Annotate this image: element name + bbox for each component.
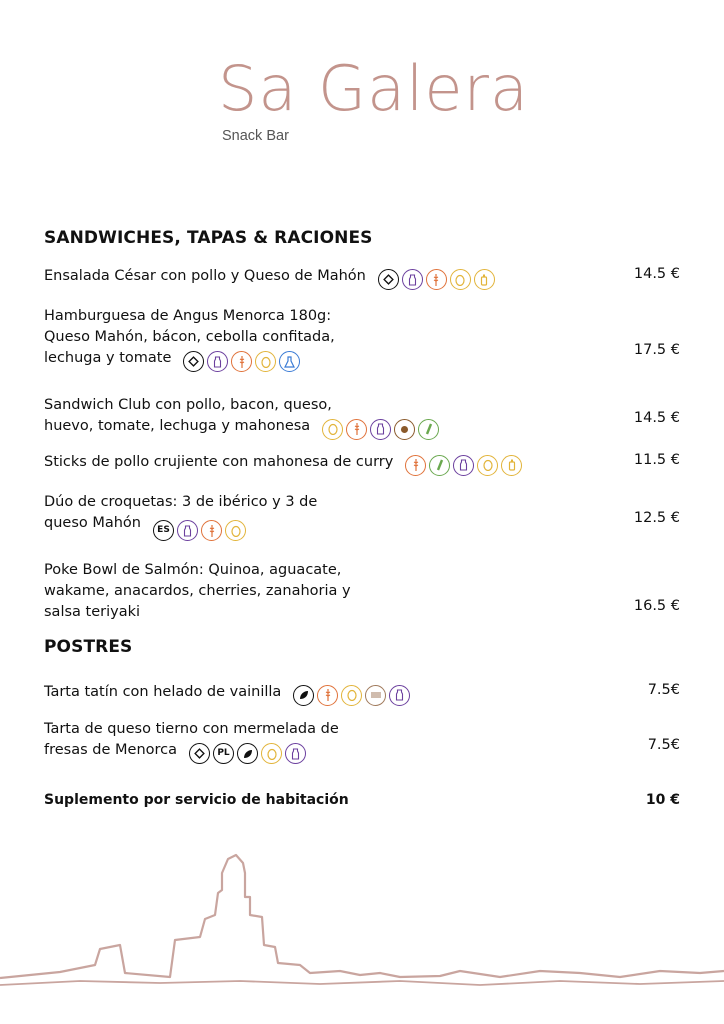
allergen-icons xyxy=(405,455,522,476)
egg-icon xyxy=(261,743,282,764)
fish-icon xyxy=(189,743,210,764)
egg-icon xyxy=(450,269,471,290)
lupin-icon xyxy=(237,743,258,764)
allergen-icons xyxy=(378,269,495,290)
supplement-label: Suplemento por servicio de habitación xyxy=(44,792,349,808)
mustard-icon xyxy=(474,269,495,290)
brand-name: Sa Galera xyxy=(218,52,529,125)
gluten-icon xyxy=(317,685,338,706)
item-name-line: Dúo de croquetas: 3 de ibérico y 3 de xyxy=(44,494,318,510)
item-name-line: lechuga y tomate xyxy=(44,348,335,372)
gluten-icon xyxy=(346,419,367,440)
gluten-icon xyxy=(405,455,426,476)
brand-logo xyxy=(218,52,529,150)
egg-icon xyxy=(225,520,246,541)
egg-icon xyxy=(477,455,498,476)
skyline-outline xyxy=(0,855,724,978)
item-name-line: Tarta tatín con helado de vainilla xyxy=(44,682,410,706)
milk-icon xyxy=(177,520,198,541)
menu-item xyxy=(44,395,439,440)
item-price: 17.5 € xyxy=(633,342,680,358)
gluten-icon xyxy=(231,351,252,372)
fish-icon xyxy=(183,351,204,372)
gluten-icon xyxy=(426,269,447,290)
item-price: 14.5 € xyxy=(633,266,680,282)
item-name-line: fresas de Menorca PL xyxy=(44,740,339,764)
egg-icon xyxy=(341,685,362,706)
item-name-line: Sandwich Club con pollo, bacon, queso, xyxy=(44,397,332,413)
allergen-icons xyxy=(183,351,300,372)
item-name-line: Tarta de queso tierno con mermelada de xyxy=(44,721,339,737)
item-name-line: Ensalada César con pollo y Queso de Mahón xyxy=(44,266,495,290)
allergen-icons xyxy=(189,743,306,764)
egg-icon xyxy=(255,351,276,372)
fish-icon xyxy=(378,269,399,290)
menu-item xyxy=(44,682,410,706)
item-name-line: Queso Mahón, bácon, cebolla confitada, xyxy=(44,329,335,345)
item-price: 14.5 € xyxy=(633,410,680,426)
item-name-line: Sticks de pollo crujiente con mahonesa de curry xyxy=(44,452,522,476)
item-price: 12.5 € xyxy=(633,510,680,526)
item-price: 7.5€ xyxy=(647,682,680,698)
menu-item xyxy=(44,492,317,541)
egg-icon xyxy=(322,419,343,440)
skyline-ground xyxy=(0,981,724,985)
item-price: 7.5€ xyxy=(647,737,680,753)
mustard-icon xyxy=(501,455,522,476)
nuts-icon xyxy=(394,419,415,440)
sulphites-icon xyxy=(279,351,300,372)
milk-icon xyxy=(389,685,410,706)
lupin-icon xyxy=(293,685,314,706)
skyline-illustration xyxy=(0,845,724,1024)
item-name-line: Poke Bowl de Salmón: Quinoa, aguacate, xyxy=(44,562,342,578)
milk-icon xyxy=(285,743,306,764)
item-name-line: salsa teriyaki xyxy=(44,604,141,620)
allergen-icons xyxy=(293,685,410,706)
item-name-line: wakame, anacardos, cherries, zanahoria y xyxy=(44,583,351,599)
milk-icon xyxy=(453,455,474,476)
menu-item xyxy=(44,719,339,764)
gluten-icon xyxy=(201,520,222,541)
pl-icon: PL xyxy=(213,743,234,764)
brand-subtitle: Snack Bar xyxy=(222,128,289,144)
item-name-line: Hamburguesa de Angus Menorca 180g: xyxy=(44,308,332,324)
celery-icon xyxy=(429,455,450,476)
milk-icon xyxy=(207,351,228,372)
menu-item xyxy=(44,306,335,372)
menu-item xyxy=(44,560,351,623)
es-icon: ES xyxy=(153,520,174,541)
item-price: 16.5 € xyxy=(633,598,680,614)
section-title-postres: POSTRES xyxy=(44,637,133,657)
milk-icon xyxy=(402,269,423,290)
supplement-price: 10 € xyxy=(645,792,680,808)
menu-item xyxy=(44,452,522,476)
allergen-icons xyxy=(153,520,246,541)
celery-icon xyxy=(418,419,439,440)
item-name-line: huevo, tomate, lechuga y mahonesa xyxy=(44,416,439,440)
soy-icon xyxy=(365,685,386,706)
allergen-icons xyxy=(322,419,439,440)
item-name-line: queso Mahón ES xyxy=(44,513,317,541)
menu-item xyxy=(44,266,495,290)
section-title-sandwiches: SANDWICHES, TAPAS & RACIONES xyxy=(44,228,373,248)
item-price: 11.5 € xyxy=(633,452,680,468)
milk-icon xyxy=(370,419,391,440)
